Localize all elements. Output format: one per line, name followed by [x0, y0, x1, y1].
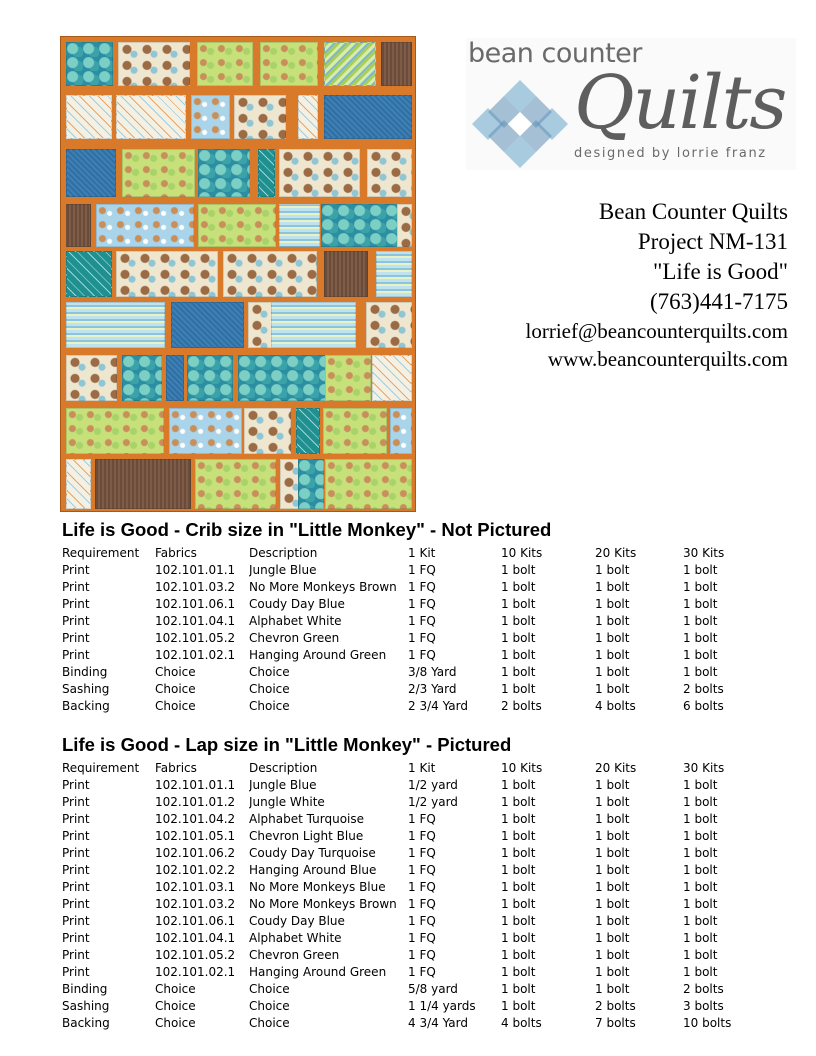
table-cell: Choice [155, 999, 196, 1013]
table-cell: Hanging Around Blue [249, 863, 377, 877]
table-cell: 30 Kits [683, 761, 725, 775]
quilt-block [279, 149, 360, 197]
table-cell: 102.101.01.1 [155, 778, 236, 792]
table-cell: Print [62, 597, 90, 611]
quilt-block [296, 408, 320, 454]
table-cell: 1 bolt [683, 897, 718, 911]
table-cell: Choice [249, 1016, 290, 1030]
table-cell: 2/3 Yard [408, 682, 457, 696]
quilt-block [191, 95, 230, 139]
table-cell: Coudy Day Blue [249, 597, 345, 611]
table-cell: Chevron Green [249, 948, 340, 962]
table-cell: 102.101.03.2 [155, 897, 236, 911]
table-cell: 1 FQ [408, 863, 436, 877]
table-cell: Choice [155, 982, 196, 996]
quilt-block [366, 302, 412, 348]
quilt-block [260, 42, 318, 86]
table-cell: Print [62, 880, 90, 894]
table-cell: 10 Kits [501, 761, 543, 775]
quilt-block [116, 95, 186, 139]
table-cell: 1 bolt [683, 563, 718, 577]
table-cell: 1/2 yard [408, 795, 458, 809]
table-row [62, 845, 753, 862]
table-cell: Binding [62, 665, 108, 679]
quilt-block [234, 95, 286, 139]
table-cell: Choice [155, 699, 196, 713]
table-cell: Chevron Light Blue [249, 829, 364, 843]
table-cell: 1 1/4 yards [408, 999, 476, 1013]
phone-number: (763)441-7175 [650, 289, 788, 314]
table-cell: 1 bolt [501, 563, 536, 577]
table-cell: 1 bolt [683, 846, 718, 860]
table-row [62, 613, 753, 630]
quilt-block [279, 204, 320, 247]
table-cell: Print [62, 812, 90, 826]
table-cell: 1 bolt [501, 863, 536, 877]
table-cell: 20 Kits [595, 546, 637, 560]
table-cell: Print [62, 829, 90, 843]
table-cell: 1 bolt [595, 965, 630, 979]
quilt-block [324, 42, 376, 86]
quilt-block [271, 302, 356, 348]
crib-table [62, 545, 753, 715]
table-cell: 1 bolt [501, 829, 536, 843]
table-cell: 1 bolt [595, 795, 630, 809]
table-cell: 1/2 yard [408, 778, 458, 792]
table-cell: Binding [62, 982, 108, 996]
table-cell: Print [62, 863, 90, 877]
table-cell: 1 bolt [683, 880, 718, 894]
table-cell: 1 bolt [595, 665, 630, 679]
table-cell: 1 bolt [501, 580, 536, 594]
table-cell: 1 bolt [501, 880, 536, 894]
table-cell: Jungle Blue [249, 563, 317, 577]
table-cell: Sashing [62, 682, 110, 696]
table-cell: 1 bolt [501, 812, 536, 826]
table-cell: 1 FQ [408, 648, 436, 662]
pattern-name: "Life is Good" [652, 259, 788, 284]
table-cell: Print [62, 846, 90, 860]
table-row [62, 777, 753, 794]
table-cell: 1 bolt [595, 914, 630, 928]
table-cell: 1 bolt [501, 614, 536, 628]
table-cell: 102.101.05.1 [155, 829, 236, 843]
table-cell: 1 bolt [501, 999, 536, 1013]
quilt-block [66, 251, 112, 297]
email-address[interactable]: lorrief@beancounterquilts.com [525, 319, 788, 343]
table-row [62, 947, 753, 964]
quilt-block [66, 302, 165, 348]
quilt-block [195, 459, 276, 509]
table-cell: 4 bolts [595, 699, 636, 713]
table-row [62, 896, 753, 913]
table-cell: 102.101.06.1 [155, 914, 236, 928]
table-cell: 1 FQ [408, 914, 436, 928]
table-cell: No More Monkeys Blue [249, 880, 386, 894]
table-cell: Backing [62, 1016, 110, 1030]
quilt-block [198, 149, 250, 197]
table-cell: 10 Kits [501, 546, 543, 560]
table-cell: Choice [249, 982, 290, 996]
table-cell: 102.101.04.1 [155, 931, 236, 945]
table-cell: 6 bolts [683, 699, 724, 713]
table-cell: No More Monkeys Brown [249, 897, 397, 911]
table-cell: 20 Kits [595, 761, 637, 775]
table-cell: 1 FQ [408, 829, 436, 843]
table-cell: 1 bolt [683, 614, 718, 628]
table-cell: 1 Kit [408, 761, 436, 775]
table-row [62, 579, 753, 596]
table-cell: 1 bolt [683, 597, 718, 611]
table-cell: 1 bolt [683, 931, 718, 945]
table-row [62, 630, 753, 647]
quilt-block [381, 42, 412, 86]
quilt-block [122, 149, 195, 197]
quilt-block [258, 149, 275, 197]
table-cell: Jungle White [249, 795, 325, 809]
quilt-block [198, 204, 276, 247]
table-row [62, 862, 753, 879]
quilt-block [324, 251, 368, 297]
quilt-block [118, 42, 190, 86]
table-cell: 1 bolt [595, 648, 630, 662]
table-cell: 1 bolt [501, 795, 536, 809]
table-row [62, 664, 753, 681]
quilt-block [66, 355, 117, 401]
quilt-block [367, 149, 412, 197]
table-cell: 1 bolt [683, 631, 718, 645]
quilt-block [324, 95, 412, 139]
table-cell: Chevron Green [249, 631, 340, 645]
table-cell: Hanging Around Green [249, 648, 387, 662]
table-cell: Coudy Day Blue [249, 914, 345, 928]
quilt-block [397, 204, 412, 247]
table-cell: 1 bolt [501, 846, 536, 860]
table-cell: 2 bolts [501, 699, 542, 713]
project-number: Project NM-131 [637, 229, 788, 254]
quilt-block [323, 408, 387, 454]
table-header-row [62, 545, 753, 562]
table-cell: Choice [249, 665, 290, 679]
table-cell: Print [62, 778, 90, 792]
table-cell: 30 Kits [683, 546, 725, 560]
table-cell: 1 bolt [683, 665, 718, 679]
table-cell: 102.101.04.1 [155, 614, 236, 628]
table-cell: 1 bolt [683, 965, 718, 979]
table-cell: 1 bolt [595, 614, 630, 628]
logo [466, 38, 796, 170]
table-cell: 1 bolt [595, 829, 630, 843]
table-cell: 1 bolt [595, 631, 630, 645]
table-row [62, 596, 753, 613]
table-cell: Choice [155, 682, 196, 696]
table-cell: 1 bolt [501, 597, 536, 611]
table-cell: 10 bolts [683, 1016, 732, 1030]
table-cell: 1 Kit [408, 546, 436, 560]
table-cell: 102.101.06.2 [155, 846, 236, 860]
quilt-block [96, 204, 194, 247]
table-cell: 1 bolt [595, 812, 630, 826]
quilt-block [66, 95, 112, 139]
table-cell: Choice [249, 699, 290, 713]
table-cell: Print [62, 931, 90, 945]
table-cell: 1 bolt [501, 648, 536, 662]
quilt-block [325, 459, 412, 509]
table-cell: 3/8 Yard [408, 665, 457, 679]
table-row [62, 964, 753, 981]
table-cell: 1 bolt [595, 948, 630, 962]
table-cell: 5/8 yard [408, 982, 458, 996]
table-cell: 102.101.01.1 [155, 563, 236, 577]
table-cell: 102.101.02.2 [155, 863, 236, 877]
table-cell: 1 bolt [595, 778, 630, 792]
table-row [62, 879, 753, 896]
table-cell: Choice [155, 665, 196, 679]
quilt-block [66, 459, 91, 509]
table-cell: 1 bolt [683, 914, 718, 928]
table-cell: 2 bolts [683, 982, 724, 996]
table-cell: 1 FQ [408, 812, 436, 826]
table-row [62, 930, 753, 947]
quilt-block [197, 42, 253, 86]
table-cell: Print [62, 897, 90, 911]
table-cell: 102.101.05.2 [155, 948, 236, 962]
quilt-block [116, 251, 218, 297]
quilt-block [325, 355, 371, 401]
table-cell: 1 bolt [683, 580, 718, 594]
table-cell: Coudy Day Turquoise [249, 846, 376, 860]
table-cell: 1 bolt [683, 795, 718, 809]
logo-tagline: designed by lorrie franz [574, 146, 767, 161]
table-cell: Alphabet White [249, 614, 342, 628]
table-cell: No More Monkeys Brown [249, 580, 397, 594]
table-cell: Alphabet White [249, 931, 342, 945]
table-cell: 1 bolt [683, 778, 718, 792]
table-row [62, 981, 753, 998]
quilt-block [171, 302, 244, 348]
quilt-block [321, 204, 401, 247]
quilt-block [66, 204, 91, 247]
table-cell: Print [62, 965, 90, 979]
table-cell: 2 bolts [595, 999, 636, 1013]
table-cell: Description [249, 546, 318, 560]
table-cell: Choice [249, 999, 290, 1013]
table-cell: 1 FQ [408, 965, 436, 979]
table-cell: Print [62, 948, 90, 962]
table-cell: 1 bolt [595, 931, 630, 945]
table-cell: 1 bolt [501, 914, 536, 928]
table-header-row [62, 760, 753, 777]
table-cell: 1 bolt [501, 897, 536, 911]
table-cell: 1 bolt [683, 863, 718, 877]
table-cell: Choice [249, 682, 290, 696]
logo-wordmark-script: Quilts [574, 60, 786, 146]
table-cell: 1 FQ [408, 614, 436, 628]
table-row [62, 811, 753, 828]
table-row [62, 562, 753, 579]
table-cell: 1 bolt [683, 948, 718, 962]
table-cell: 1 bolt [595, 897, 630, 911]
table-cell: 1 FQ [408, 580, 436, 594]
table-cell: 1 FQ [408, 897, 436, 911]
quilt-block [244, 408, 291, 454]
table-cell: Print [62, 631, 90, 645]
table-cell: 1 bolt [501, 982, 536, 996]
table-cell: 1 FQ [408, 948, 436, 962]
quilt-block [169, 408, 242, 454]
table-row [62, 828, 753, 845]
quilt-block [66, 408, 164, 454]
table-cell: 1 bolt [683, 829, 718, 843]
quilt-block [298, 459, 324, 509]
table-cell: 1 bolt [595, 982, 630, 996]
table-cell: 4 bolts [501, 1016, 542, 1030]
table-cell: 1 bolt [683, 648, 718, 662]
table-cell: Print [62, 614, 90, 628]
company-name: Bean Counter Quilts [598, 199, 788, 224]
table-cell: 1 FQ [408, 846, 436, 860]
table-row [62, 647, 753, 664]
table-cell: 1 FQ [408, 563, 436, 577]
table-cell: 1 bolt [501, 682, 536, 696]
table-cell: 1 FQ [408, 931, 436, 945]
table-cell: Fabrics [155, 761, 197, 775]
quilt-block [223, 251, 317, 297]
table-cell: 102.101.06.1 [155, 597, 236, 611]
table-cell: 1 bolt [595, 880, 630, 894]
table-cell: 102.101.03.2 [155, 580, 236, 594]
quilt-block [390, 408, 412, 454]
table-cell: Requirement [62, 546, 140, 560]
table-cell: Backing [62, 699, 110, 713]
table-cell: 2 bolts [683, 682, 724, 696]
quilt-block [280, 459, 300, 509]
table-cell: Requirement [62, 761, 140, 775]
table-cell: 102.101.02.1 [155, 965, 236, 979]
table-row [62, 681, 753, 698]
quilt-illustration [60, 36, 416, 512]
quilt-block [372, 355, 412, 401]
table-cell: 1 FQ [408, 880, 436, 894]
table-cell: Print [62, 580, 90, 594]
table-row [62, 998, 753, 1015]
quilt-block [187, 355, 233, 401]
table-cell: 1 bolt [595, 580, 630, 594]
table-cell: Choice [155, 1016, 196, 1030]
quilt-block [166, 355, 184, 401]
quilt-block [66, 149, 116, 197]
table-cell: 4 3/4 Yard [408, 1016, 468, 1030]
quilt-block [66, 42, 113, 86]
table-cell: 102.101.02.1 [155, 648, 236, 662]
table-cell: 1 FQ [408, 597, 436, 611]
table-cell: 102.101.03.1 [155, 880, 236, 894]
table-row [62, 1015, 753, 1032]
quilt-block [122, 355, 162, 401]
quilt-block [238, 355, 333, 401]
table-row [62, 698, 753, 715]
table-cell: 1 bolt [595, 563, 630, 577]
lap-table [62, 760, 753, 1032]
table-cell: 1 bolt [501, 631, 536, 645]
table-cell: 1 bolt [501, 965, 536, 979]
crib-requirements-section [62, 519, 753, 715]
table-cell: Fabrics [155, 546, 197, 560]
table-cell: Alphabet Turquoise [249, 812, 365, 826]
logo-wordmark-top: bean counter [468, 38, 642, 69]
table-cell: Print [62, 914, 90, 928]
table-cell: Print [62, 563, 90, 577]
table-cell: 102.101.01.2 [155, 795, 236, 809]
table-cell: 2 3/4 Yard [408, 699, 468, 713]
table-cell: 1 bolt [595, 863, 630, 877]
website-link[interactable]: www.beancounterquilts.com [547, 347, 788, 371]
table-cell: Hanging Around Green [249, 965, 387, 979]
table-cell: 1 bolt [501, 778, 536, 792]
lap-requirements-section [62, 734, 753, 1032]
quilt-block [298, 95, 318, 139]
table-cell: 1 bolt [501, 948, 536, 962]
contact-block [526, 197, 789, 373]
table-cell: 1 bolt [683, 812, 718, 826]
quilt-block [376, 251, 412, 297]
table-row [62, 913, 753, 930]
logo-star-icon [468, 78, 572, 170]
table-cell: 102.101.05.2 [155, 631, 236, 645]
table-cell: Sashing [62, 999, 110, 1013]
table-cell: 1 bolt [595, 846, 630, 860]
table-cell: 1 bolt [595, 597, 630, 611]
table-cell: 3 bolts [683, 999, 724, 1013]
table-cell: 1 bolt [595, 682, 630, 696]
table-cell: Description [249, 761, 318, 775]
table-cell: Print [62, 648, 90, 662]
crib-title: Life is Good - Crib size in "Little Monkey" - Not Pictured [62, 519, 552, 540]
table-cell: Jungle Blue [249, 778, 317, 792]
table-cell: 1 FQ [408, 631, 436, 645]
table-cell: Print [62, 795, 90, 809]
table-row [62, 794, 753, 811]
lap-title: Life is Good - Lap size in "Little Monkey" - Pictured [62, 734, 512, 755]
table-cell: 1 bolt [501, 931, 536, 945]
table-cell: 1 bolt [501, 665, 536, 679]
table-cell: 7 bolts [595, 1016, 636, 1030]
quilt-block [95, 459, 191, 509]
table-cell: 102.101.04.2 [155, 812, 236, 826]
